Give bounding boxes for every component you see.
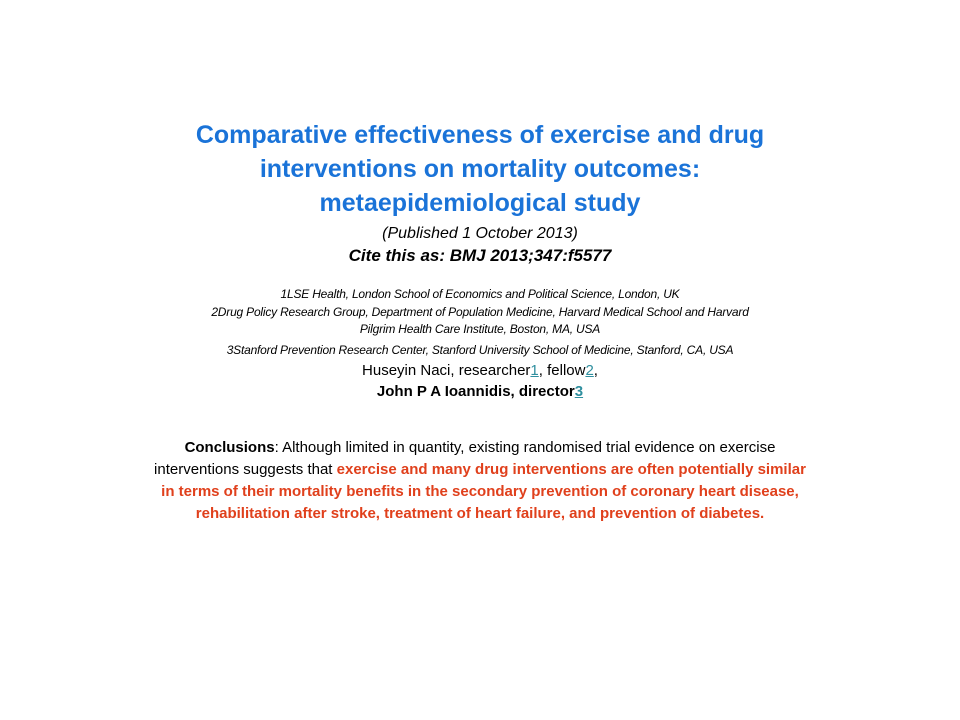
publication-date: (Published 1 October 2013)	[382, 225, 578, 242]
affiliation-3: 3Stanford Prevention Research Center, Stanford University School of Medicine, Stanford, CA, USA	[226, 342, 734, 357]
affiliation-1: 1LSE Health, London School of Economics and Political Science, London, UK	[280, 287, 680, 301]
conclusions-label: Conclusions	[184, 439, 275, 456]
authors-line-1	[120, 361, 840, 381]
title-line-1: Comparative effectiveness of exercise and drug	[195, 121, 765, 149]
affiliation-ref-3-link[interactable]: 3	[574, 383, 584, 400]
author-ioannidis: John P A Ioannidis, director	[376, 383, 575, 400]
affiliation-2-line-1: 2Drug Policy Research Group, Department of Population Medicine, Harvard Medical School and Harvard	[211, 304, 749, 319]
affiliation-ref-1-link[interactable]: 1	[530, 362, 539, 379]
title-line-2: interventions on mortality outcomes:	[259, 155, 701, 183]
conclusions-highlight-text: exercise and many drug interventions are often potentially similar in terms of their mortality benefits in the secondary prevention of coronary heart disease, rehabilitation after stroke, treatment of heart failure, and prevention of diabetes.	[161, 461, 806, 522]
citation: Cite this as: BMJ 2013;347:f5577	[348, 246, 612, 265]
affiliation-2-line-2: Pilgrim Health Care Institute, Boston, MA, USA	[359, 322, 601, 336]
authors-separator: ,	[593, 362, 598, 379]
paper-title	[120, 118, 840, 220]
author-naci: Huseyin Naci, researcher	[362, 362, 531, 379]
author-naci-role: , fellow	[538, 362, 586, 379]
authors-line-2	[120, 382, 840, 402]
affiliations	[100, 286, 860, 359]
title-line-3: metaepidemiological study	[319, 189, 641, 217]
conclusions-lead-text: : Although limited in quantity, existing randomised trial evidence on exercise interventions suggests that	[154, 439, 776, 478]
affiliation-ref-2-link[interactable]: 2	[585, 362, 594, 379]
conclusions-paragraph	[150, 437, 810, 525]
